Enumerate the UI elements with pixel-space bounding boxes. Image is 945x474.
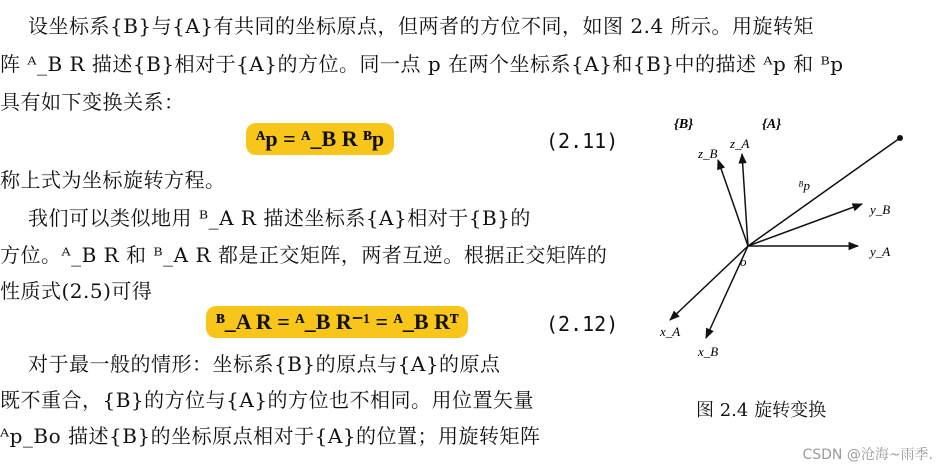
para1-line2: 阵 ᴬ_B R 描述{B}相对于{A}的方位。同一点 p 在两个坐标系{A}和{B}中的描述 ᴬp 和 ᴮp (0, 52, 844, 76)
para1-line1: 设坐标系{B}与{A}有共同的坐标原点，但两者的方位不同，如图 2.4 所示。用旋转矩 (28, 14, 815, 38)
za-label: z_A (730, 136, 750, 151)
frame-a-label: {A} (762, 117, 782, 132)
point-p (897, 135, 903, 141)
rotation-figure (630, 108, 945, 368)
yb-axis (748, 204, 862, 246)
figure-caption: 图 2.4 旋转变换 (696, 400, 827, 421)
xb-label: x_B (698, 344, 719, 359)
ya-label: y_A (870, 244, 891, 259)
bp-label: ᴮp (798, 178, 810, 193)
xa-label: x_A (660, 324, 681, 339)
watermark: CSDN @沧海~雨季. (802, 447, 933, 463)
para3-line1: 我们可以类似地用 ᴮ_A R 描述坐标系{A}相对于{B}的 (28, 206, 531, 230)
para2: 称上式为坐标旋转方程。 (0, 168, 226, 192)
equation-2-12: ᴮ_A R = ᴬ_B R⁻¹ = ᴬ_B Rᵀ (206, 306, 468, 338)
para4-line3: ᴬp_Bo 描述{B}的坐标原点相对于{A}的位置；用旋转矩阵 (0, 424, 541, 448)
equation-2-11-number: (2.11) (546, 129, 619, 153)
para1-line3: 具有如下变换关系： (0, 90, 185, 114)
yb-label: y_B (870, 202, 891, 217)
para3-line3: 性质式(2.5)可得 (0, 279, 153, 303)
bp-vector (748, 138, 900, 246)
frame-b-label: {B} (674, 117, 694, 132)
xa-axis (670, 246, 748, 320)
para4-line1: 对于最一般的情形：坐标系{B}的原点与{A}的原点 (28, 352, 501, 376)
equation-2-12-number: (2.12) (546, 312, 619, 336)
para4-line2: 既不重合，{B}的方位与{A}的方位也不相同。用位置矢量 (0, 388, 535, 412)
equation-2-11: ᴬp = ᴬ_B R ᴮp (246, 123, 394, 155)
origin-label: o (740, 254, 747, 269)
zb-label: z_B (698, 146, 718, 161)
para3-line2: 方位。ᴬ_B R 和 ᴮ_A R 都是正交矩阵，两者互逆。根据正交矩阵的 (0, 243, 608, 267)
